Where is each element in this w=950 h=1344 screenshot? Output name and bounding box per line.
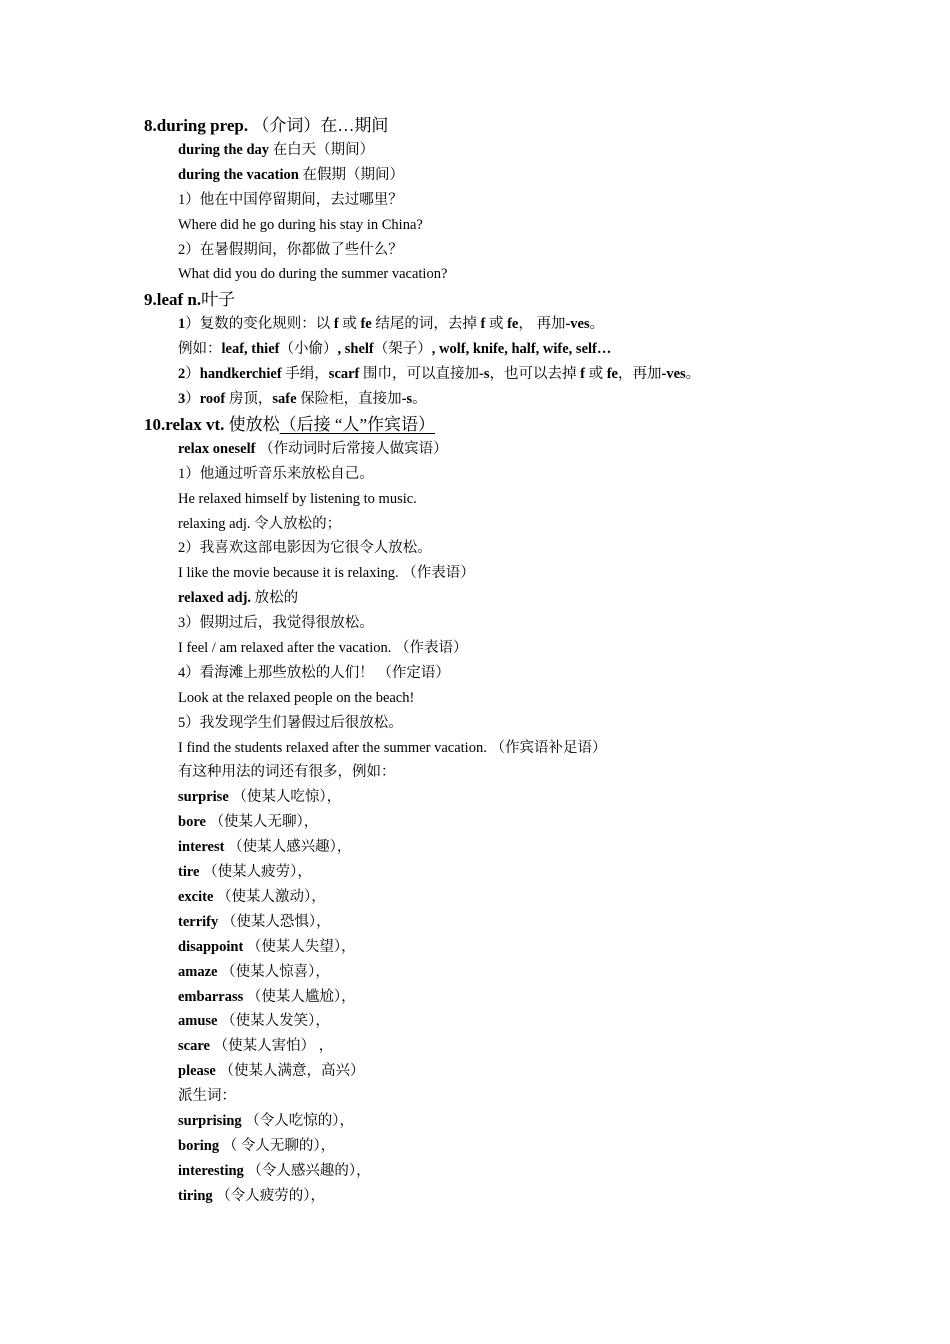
- text-run: 。: [412, 391, 427, 408]
- text-run: roof: [199, 391, 226, 408]
- line-text: 4）看海滩上那些放松的人们！ （作定语）: [178, 664, 450, 681]
- line-text: （令人吃惊的），: [241, 1112, 355, 1129]
- heading-gloss: （介词）在…期间: [252, 116, 389, 135]
- text-line: [178, 163, 864, 188]
- text-line: [178, 860, 864, 885]
- text-line: [178, 487, 864, 512]
- text-run: ， 再加: [518, 316, 566, 333]
- heading-term: 9.leaf n.: [144, 290, 202, 310]
- text-run: fe: [507, 316, 519, 333]
- line-text: （使某人害怕） ，: [209, 1038, 334, 1055]
- heading-note: （后接 “人”作宾语）: [279, 414, 436, 434]
- bold-term: tiring: [178, 1187, 213, 1204]
- text-line: [178, 1184, 864, 1209]
- text-line: [178, 711, 864, 736]
- text-line: [178, 1109, 864, 1134]
- bold-term: interest: [178, 839, 225, 856]
- text-run: 2: [178, 366, 186, 383]
- line-text: （作动词时后常接人做宾语）: [255, 440, 448, 457]
- text-run: ）复数的变化规则：以: [185, 316, 334, 333]
- text-run: 或: [485, 316, 508, 333]
- text-run: -ves: [661, 366, 686, 383]
- text-line: [178, 536, 864, 561]
- text-line: [178, 586, 864, 611]
- bold-term: disappoint: [178, 938, 244, 955]
- text-line: [178, 262, 864, 287]
- line-text: 有这种用法的词还有很多，例如：: [178, 764, 396, 781]
- leaf-examples: [178, 337, 864, 362]
- line-text: 1）他通过听音乐来放松自己。: [178, 465, 374, 482]
- text-line: [178, 1034, 864, 1059]
- bold-term: during the vacation: [178, 166, 299, 183]
- line-text: 2）我喜欢这部电影因为它很令人放松。: [178, 540, 432, 557]
- text-line: [178, 238, 864, 263]
- heading-term: 8.during prep.: [144, 116, 249, 135]
- heading-gloss: 使放松: [224, 414, 280, 434]
- text-run: 结尾的词，去掉: [371, 316, 481, 333]
- text-line: [178, 661, 864, 686]
- heading-term: 10.relax vt.: [144, 414, 225, 434]
- leaf-rule-3: [178, 387, 864, 412]
- line-text: （令人感兴趣的），: [243, 1162, 371, 1179]
- text-line: [178, 910, 864, 935]
- section-during-lines: [144, 138, 864, 287]
- text-line: [178, 960, 864, 985]
- line-text: （ 令人无聊的），: [219, 1137, 336, 1154]
- bold-term: please: [178, 1063, 216, 1080]
- text-line: [178, 736, 864, 761]
- text-run: （小偷）: [279, 341, 338, 358]
- line-text: I like the movie because it is relaxing. （作表语）: [178, 565, 475, 582]
- line-text: 在假期（期间）: [298, 166, 404, 183]
- text-run: -s: [401, 391, 413, 408]
- bold-term: interesting: [178, 1162, 244, 1179]
- line-text: 2）在暑假期间，你都做了些什么？: [178, 241, 403, 258]
- text-line: [178, 437, 864, 462]
- text-run: 或: [584, 366, 607, 383]
- text-run: , wolf, knife, half, wife, self…: [431, 341, 612, 358]
- line-text: I feel / am relaxed after the vacation. （作表语）: [178, 640, 468, 657]
- text-line: [178, 138, 864, 163]
- bold-term: amuse: [178, 1013, 218, 1030]
- line-text: What did you do during the summer vacation?: [178, 266, 448, 283]
- line-text: （使某人满意，高兴）: [215, 1063, 365, 1080]
- line-text: （使某人感兴趣），: [224, 839, 352, 856]
- line-text: 3）假期过后，我觉得很放松。: [178, 615, 374, 632]
- line-text: （使某人恐惧），: [218, 913, 331, 930]
- bold-term: relax oneself: [178, 440, 256, 457]
- text-run: handkerchief: [199, 366, 282, 383]
- leaf-rule-2: [178, 362, 864, 387]
- bold-term: tire: [178, 864, 200, 881]
- text-line: [178, 1159, 864, 1184]
- heading-leaf: [144, 287, 864, 312]
- text-run: 围巾，可以直接加: [359, 366, 480, 383]
- text-run: fe: [360, 316, 372, 333]
- bold-term: during the day: [178, 142, 270, 158]
- text-run: f: [333, 316, 339, 333]
- bold-term: amaze: [178, 963, 218, 980]
- line-text: （使某人失望），: [243, 938, 356, 955]
- line-text: 1）他在中国停留期间，去过哪里？: [178, 191, 403, 208]
- text-line: [178, 760, 864, 785]
- text-line: [178, 1059, 864, 1084]
- line-text: I find the students relaxed after the summer vacation. （作宾语补足语）: [178, 739, 607, 756]
- text-run: 手绢，: [281, 366, 329, 383]
- text-run: ，再加: [617, 366, 662, 383]
- heading-during: [144, 113, 864, 138]
- text-run: fe: [606, 366, 618, 383]
- text-run: 3: [178, 391, 186, 408]
- text-line: [178, 1134, 864, 1159]
- line-text: Where did he go during his stay in China?: [178, 216, 423, 233]
- bold-term: boring: [178, 1137, 220, 1154]
- text-line: [178, 810, 864, 835]
- line-text: （使某人吃惊），: [228, 789, 342, 806]
- text-run: 房顶，: [225, 391, 273, 408]
- text-line: [178, 636, 864, 661]
- text-run: 或: [338, 316, 361, 333]
- text-line: [178, 512, 864, 537]
- line-text: （使某人无聊），: [205, 814, 319, 831]
- line-text: 5）我发现学生们暑假过后很放松。: [178, 714, 403, 731]
- text-run: f: [580, 366, 585, 383]
- text-run: 。: [685, 366, 701, 383]
- text-line: [178, 835, 864, 860]
- text-line: [178, 462, 864, 487]
- text-run: ）: [185, 366, 200, 383]
- text-run: 例如：: [178, 341, 222, 358]
- text-run: 。: [589, 316, 605, 333]
- bold-term: scare: [178, 1038, 210, 1055]
- text-run: ）: [185, 391, 200, 408]
- text-line: [178, 785, 864, 810]
- text-run: leaf, thief: [221, 341, 280, 358]
- text-line: [178, 1009, 864, 1034]
- text-run: -ves: [565, 316, 590, 333]
- bold-term: terrify: [178, 913, 219, 930]
- text-line: [178, 985, 864, 1010]
- line-text: He relaxed himself by listening to music.: [178, 490, 417, 507]
- line-text: （使某人发笑），: [217, 1013, 330, 1030]
- text-run: ，也可以去掉: [489, 366, 581, 383]
- line-text: 派生词：: [178, 1088, 236, 1105]
- bold-term: excite: [178, 888, 214, 905]
- text-line: [178, 935, 864, 960]
- line-text: （使某人尴尬），: [243, 988, 356, 1005]
- text-run: scarf: [328, 366, 360, 383]
- text-line: [178, 1084, 864, 1109]
- heading-gloss: 叶子: [201, 290, 236, 310]
- leaf-rule-1: [178, 312, 864, 337]
- text-line: [178, 561, 864, 586]
- section-relax-lines: [144, 437, 864, 1209]
- bold-term: relaxed adj.: [178, 590, 252, 607]
- text-run: 1: [178, 316, 186, 333]
- line-text: relaxing adj. 令人放松的；: [178, 515, 342, 532]
- text-run: -s: [479, 366, 490, 383]
- text-line: [178, 686, 864, 711]
- line-text: 在白天（期间）: [269, 142, 375, 158]
- text-run: （架子）: [373, 341, 432, 358]
- line-text: （令人疲劳的），: [212, 1187, 326, 1204]
- text-line: [178, 611, 864, 636]
- text-line: [178, 885, 864, 910]
- bold-term: bore: [178, 814, 206, 831]
- document-body: [144, 113, 864, 1209]
- line-text: （使某人疲劳），: [199, 864, 312, 881]
- text-run: f: [480, 316, 486, 333]
- bold-term: surprise: [178, 789, 229, 806]
- heading-relax: [144, 412, 864, 437]
- text-run: safe: [272, 391, 297, 408]
- line-text: （使某人惊喜），: [217, 963, 330, 980]
- text-line: [178, 213, 864, 238]
- line-text: Look at the relaxed people on the beach!: [178, 689, 415, 706]
- line-text: （使某人激动），: [213, 888, 326, 905]
- bold-term: surprising: [178, 1112, 242, 1129]
- line-text: 放松的: [251, 590, 299, 607]
- bold-term: embarrass: [178, 988, 244, 1005]
- text-run: 保险柜，直接加: [296, 391, 402, 408]
- text-run: , shelf: [337, 341, 374, 358]
- text-line: [178, 188, 864, 213]
